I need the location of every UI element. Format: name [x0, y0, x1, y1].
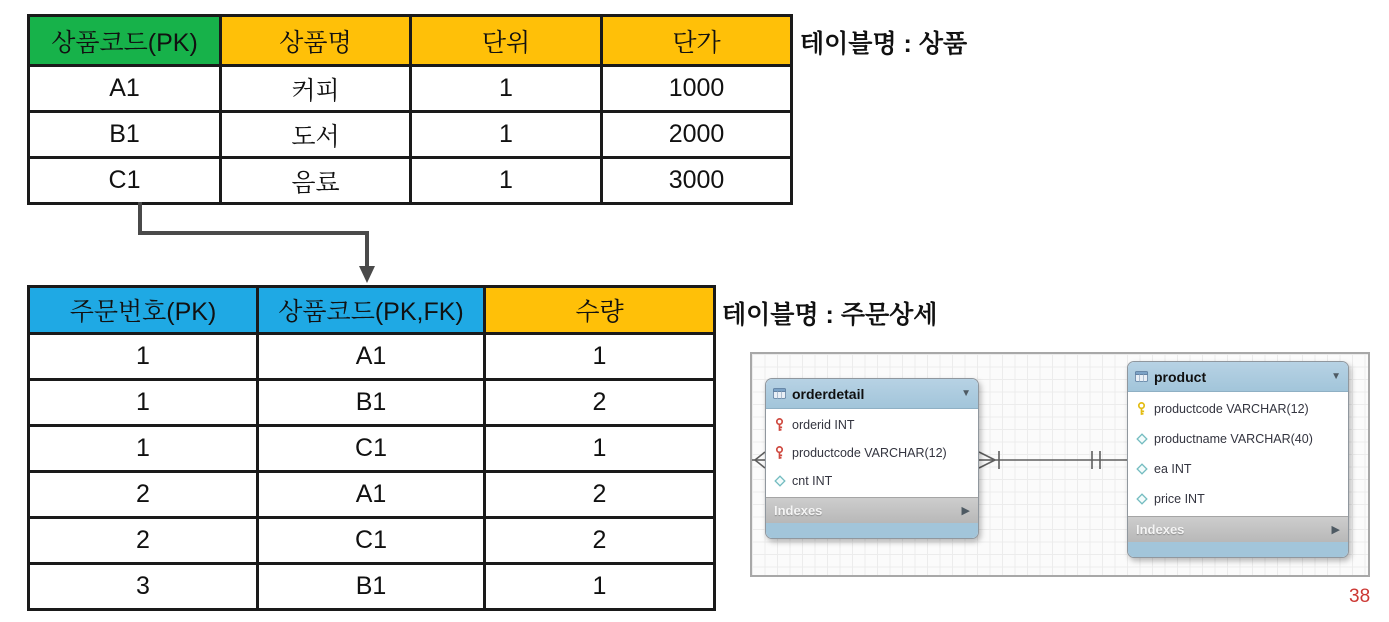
column-header-orderid: 주문번호(PK): [29, 287, 258, 334]
collapse-caret-icon: ▼: [1331, 371, 1341, 382]
cell: 1: [411, 158, 602, 204]
cell: 1: [485, 334, 715, 380]
erd-column-text: productname VARCHAR(40): [1154, 432, 1313, 446]
table-row: [29, 380, 715, 426]
erd-column: [1128, 394, 1348, 424]
erd-column-text: cnt INT: [792, 474, 833, 488]
cell: 커피: [221, 66, 411, 112]
erd-table-header: [1128, 362, 1348, 392]
erd-indexes-bar: [1128, 516, 1348, 542]
column-header-productcode: 상품코드(PK): [29, 16, 221, 66]
erd-column: [1128, 484, 1348, 514]
table-icon: [773, 387, 786, 401]
erd-column-text: orderid INT: [792, 418, 855, 432]
table-row: [29, 66, 792, 112]
erd-column-text: ea INT: [1154, 462, 1192, 476]
column-header-qty: 수량: [485, 287, 715, 334]
cell: 2: [485, 472, 715, 518]
erd-column: [766, 467, 978, 495]
primary-key-icon: [773, 418, 786, 432]
cell: 1: [485, 564, 715, 610]
cell: 1: [485, 426, 715, 472]
cell: 2: [485, 518, 715, 564]
erd-column-text: productcode VARCHAR(12): [792, 446, 947, 460]
cell: C1: [29, 158, 221, 204]
page-number: 38: [1349, 586, 1371, 607]
table-row: [29, 518, 715, 564]
erd-column-text: productcode VARCHAR(12): [1154, 402, 1309, 416]
erd-table-product: [1127, 361, 1349, 558]
cell: B1: [258, 380, 485, 426]
table-row: [29, 112, 792, 158]
column-diamond-icon: [1135, 462, 1148, 476]
erd-column: [766, 411, 978, 439]
cell: 2000: [602, 112, 792, 158]
column-header-unit: 단위: [411, 16, 602, 66]
cell: 도서: [221, 112, 411, 158]
erd-indexes-bar: [766, 497, 978, 523]
cell: B1: [29, 112, 221, 158]
erd-table-title: product: [1154, 368, 1207, 385]
erd-column-list: [1128, 392, 1348, 516]
column-header-price: 단가: [602, 16, 792, 66]
erd-column: [766, 439, 978, 467]
cell: C1: [258, 426, 485, 472]
indexes-label: Indexes: [774, 503, 823, 518]
erd-column: [1128, 454, 1348, 484]
cell: B1: [258, 564, 485, 610]
table-row: [29, 334, 715, 380]
product-data-table: [27, 14, 793, 205]
workbench-eer-canvas: [750, 352, 1370, 577]
cell: 3000: [602, 158, 792, 204]
cell: 1: [29, 380, 258, 426]
erd-table-header: [766, 379, 978, 409]
collapse-caret-icon: ▼: [961, 388, 971, 399]
expand-triangle-icon: ▶: [961, 505, 970, 517]
cell: 3: [29, 564, 258, 610]
orderdetail-table-label: 테이블명 : 주문상세: [722, 301, 938, 329]
column-header-productcode-fk: 상품코드(PK,FK): [258, 287, 485, 334]
orderdetail-data-table: [27, 285, 716, 611]
column-header-productname: 상품명: [221, 16, 411, 66]
indexes-label: Indexes: [1136, 522, 1185, 537]
column-diamond-icon: [1135, 492, 1148, 506]
column-diamond-icon: [773, 474, 786, 488]
erd-table-title: orderdetail: [792, 385, 865, 402]
erd-table-orderdetail: [765, 378, 979, 539]
cell: 2: [29, 518, 258, 564]
cell: 음료: [221, 158, 411, 204]
table-header-row: [29, 287, 715, 334]
erd-column: [1128, 424, 1348, 454]
cell: A1: [258, 334, 485, 380]
table-row: [29, 564, 715, 610]
cell: A1: [258, 472, 485, 518]
table-row: [29, 158, 792, 204]
column-diamond-icon: [1135, 432, 1148, 446]
erd-table-footer-strip: [766, 523, 978, 538]
cell: 1: [29, 334, 258, 380]
erd-table-footer-strip: [1128, 542, 1348, 557]
table-row: [29, 426, 715, 472]
cell: A1: [29, 66, 221, 112]
expand-triangle-icon: ▶: [1331, 524, 1340, 536]
erd-column-text: price INT: [1154, 492, 1205, 506]
product-table-label: 테이블명 : 상품: [800, 30, 968, 58]
cell: 1: [411, 66, 602, 112]
primary-key-icon: [773, 446, 786, 460]
cell: 2: [485, 380, 715, 426]
table-header-row: [29, 16, 792, 66]
primary-key-icon: [1135, 402, 1148, 416]
table-icon: [1135, 370, 1148, 384]
table-row: [29, 472, 715, 518]
cell: 1: [411, 112, 602, 158]
cell: C1: [258, 518, 485, 564]
cell: 2: [29, 472, 258, 518]
cell: 1000: [602, 66, 792, 112]
cell: 1: [29, 426, 258, 472]
erd-column-list: [766, 409, 978, 497]
